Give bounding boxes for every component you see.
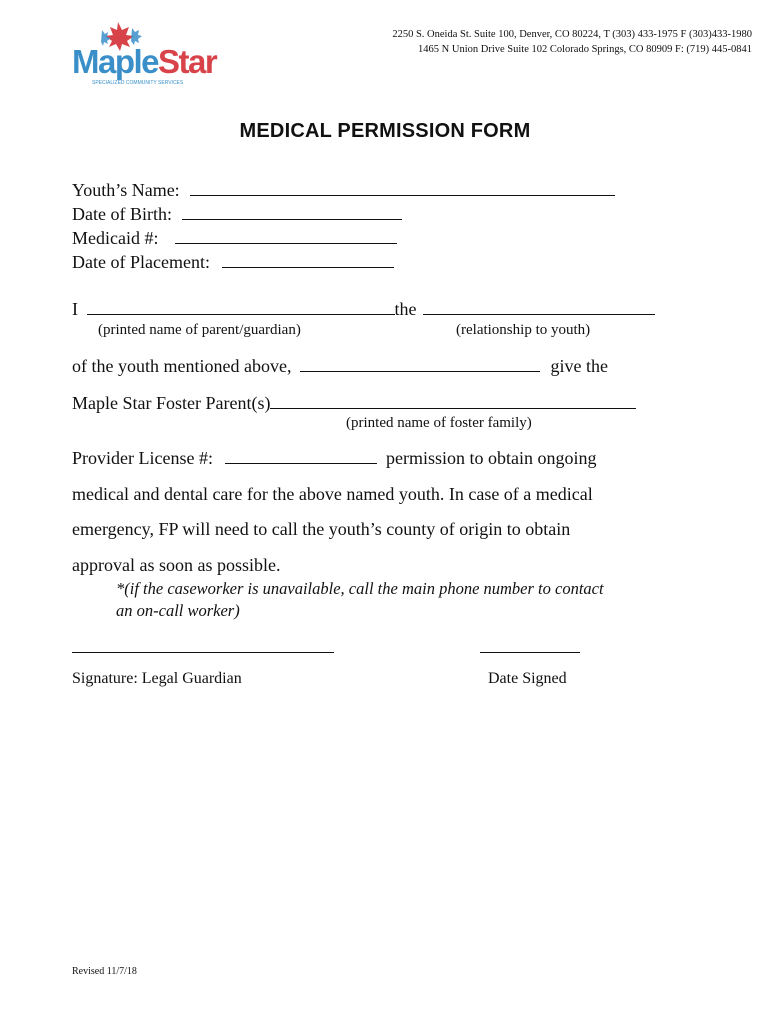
provider-license-label: Provider License #: bbox=[72, 448, 213, 468]
medicaid-field[interactable] bbox=[72, 228, 397, 249]
guardian-statement bbox=[72, 299, 655, 320]
youth-mentioned-line bbox=[72, 356, 608, 377]
foster-family-caption: (printed name of foster family) bbox=[346, 415, 532, 431]
dob-field[interactable] bbox=[72, 204, 402, 225]
permission-text: permission to obtain ongoing bbox=[385, 448, 597, 468]
dob-line[interactable] bbox=[182, 205, 402, 220]
the-label: the bbox=[394, 299, 417, 319]
placement-field[interactable] bbox=[72, 252, 394, 273]
signature-line[interactable] bbox=[72, 652, 334, 653]
caseworker-note-1: *(if the caseworker is unavailable, call the main phone number to contact bbox=[116, 579, 604, 598]
date-signed-label: Date Signed bbox=[488, 670, 567, 687]
youth-name-label: Youth’s Name: bbox=[72, 180, 180, 200]
signature-label: Signature: Legal Guardian bbox=[72, 670, 242, 687]
foster-parent-label: Maple Star Foster Parent(s) bbox=[72, 393, 271, 413]
provider-license-row bbox=[72, 448, 596, 469]
give-line[interactable] bbox=[300, 357, 540, 372]
i-label: I bbox=[72, 299, 78, 319]
revised-date: Revised 11/7/18 bbox=[72, 966, 137, 977]
logo-tagline: SPECIALIZED COMMUNITY SERVICES bbox=[92, 80, 184, 86]
body-line-4: approval as soon as possible. bbox=[72, 555, 281, 575]
address-line-1: 2250 S. Oneida St. Suite 100, Denver, CO 80224, T (303) 433-1975 F (303)433-1980 bbox=[392, 29, 752, 40]
guardian-name-line[interactable] bbox=[87, 300, 395, 315]
medicaid-line[interactable] bbox=[175, 229, 397, 244]
foster-family-line[interactable] bbox=[270, 394, 636, 409]
date-signed-line[interactable] bbox=[480, 652, 580, 653]
body-line-2: medical and dental care for the above named youth. In case of a medical bbox=[72, 484, 593, 504]
guardian-caption: (printed name of parent/guardian) bbox=[98, 322, 301, 338]
caseworker-note-2: an on-call worker) bbox=[116, 601, 240, 620]
youth-mentioned-text: of the youth mentioned above, bbox=[72, 356, 292, 376]
medicaid-label: Medicaid #: bbox=[72, 228, 159, 248]
relationship-line[interactable] bbox=[423, 300, 655, 315]
address-line-2: 1465 N Union Drive Suite 102 Colorado Springs, CO 80909 F: (719) 445-0841 bbox=[418, 44, 752, 55]
body-line-3: emergency, FP will need to call the youth’s county of origin to obtain bbox=[72, 519, 571, 539]
relationship-caption: (relationship to youth) bbox=[456, 322, 591, 338]
give-the-text: give the bbox=[550, 356, 608, 376]
placement-label: Date of Placement: bbox=[72, 252, 210, 272]
maplestar-logo: MapleStar SPECIALIZED COMMUNITY SERVICES bbox=[72, 20, 202, 90]
dob-label: Date of Birth: bbox=[72, 204, 172, 224]
foster-parent-row bbox=[72, 393, 636, 414]
provider-license-line[interactable] bbox=[225, 449, 377, 464]
youth-name-line[interactable] bbox=[190, 181, 615, 196]
page-title: MEDICAL PERMISSION FORM bbox=[239, 120, 531, 142]
placement-line[interactable] bbox=[222, 253, 394, 268]
youth-name-field[interactable] bbox=[72, 180, 615, 201]
